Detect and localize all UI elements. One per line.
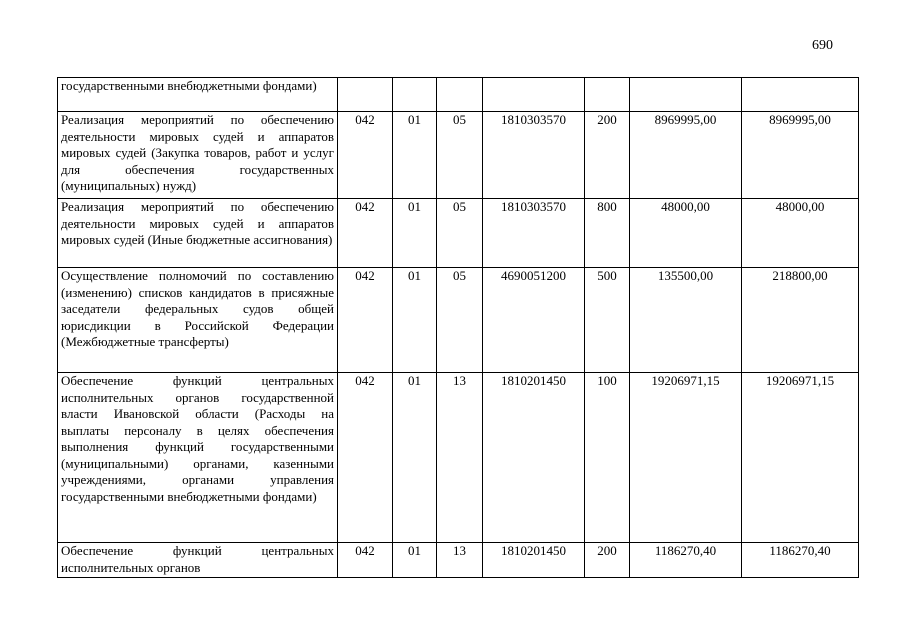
row-subsection: 13 — [437, 543, 483, 578]
row-amount-2: 19206971,15 — [742, 373, 859, 543]
row-amount-1: 1186270,40 — [630, 543, 742, 578]
table-row — [58, 112, 859, 199]
row-target — [483, 78, 585, 112]
row-code: 042 — [338, 268, 393, 373]
row-type: 500 — [585, 268, 630, 373]
row-amount-2: 1186270,40 — [742, 543, 859, 578]
table-row — [58, 268, 859, 373]
row-section: 01 — [393, 112, 437, 199]
row-type: 200 — [585, 543, 630, 578]
page-number: 690 — [812, 38, 833, 53]
row-code: 042 — [338, 373, 393, 543]
row-type: 100 — [585, 373, 630, 543]
row-amount-1: 19206971,15 — [630, 373, 742, 543]
table-row — [58, 199, 859, 268]
row-code: 042 — [338, 199, 393, 268]
table-row — [58, 78, 859, 112]
row-type: 200 — [585, 112, 630, 199]
row-code: 042 — [338, 112, 393, 199]
row-description: Реализация мероприятий по обеспечению деятельности мировых судей и аппаратов мировых судей (Иные бюджетные ассигнования) — [58, 199, 338, 268]
row-type: 800 — [585, 199, 630, 268]
row-amount-2 — [742, 78, 859, 112]
row-description: Осуществление полномочий по составлению (изменению) списков кандидатов в присяжные заседатели федеральных судов общей юрисдикции в Российской Федерации (Межбюджетные трансферты) — [58, 268, 338, 373]
row-subsection — [437, 78, 483, 112]
row-description: Обеспечение функций центральных исполнительных органов государственной власти Ивановской области (Расходы на выплаты персоналу в целях обеспечения выполнения функций государственными (муниципальными) органами, казенными учреждениями, органами управления государственными внебюджетными фондами) — [58, 373, 338, 543]
row-subsection: 05 — [437, 112, 483, 199]
row-type — [585, 78, 630, 112]
row-amount-2: 48000,00 — [742, 199, 859, 268]
row-description: Реализация мероприятий по обеспечению деятельности мировых судей и аппаратов мировых судей (Закупка товаров, работ и услуг для обеспечения государственных (муниципальных) нужд) — [58, 112, 338, 199]
row-description: государственными внебюджетными фондами) — [58, 78, 338, 112]
row-amount-1: 8969995,00 — [630, 112, 742, 199]
row-amount-2: 218800,00 — [742, 268, 859, 373]
table-row — [58, 373, 859, 543]
row-target: 1810303570 — [483, 199, 585, 268]
row-subsection: 05 — [437, 268, 483, 373]
table-row — [58, 543, 859, 578]
row-subsection: 05 — [437, 199, 483, 268]
row-amount-1: 135500,00 — [630, 268, 742, 373]
budget-table — [57, 77, 859, 578]
row-section — [393, 78, 437, 112]
row-target: 1810201450 — [483, 543, 585, 578]
row-code: 042 — [338, 543, 393, 578]
row-amount-2: 8969995,00 — [742, 112, 859, 199]
row-section: 01 — [393, 373, 437, 543]
row-section: 01 — [393, 268, 437, 373]
row-amount-1 — [630, 78, 742, 112]
row-target: 4690051200 — [483, 268, 585, 373]
row-description: Обеспечение функций центральных исполнительных органов — [58, 543, 338, 578]
row-target: 1810303570 — [483, 112, 585, 199]
row-section: 01 — [393, 199, 437, 268]
row-amount-1: 48000,00 — [630, 199, 742, 268]
row-target: 1810201450 — [483, 373, 585, 543]
row-section: 01 — [393, 543, 437, 578]
row-subsection: 13 — [437, 373, 483, 543]
row-code — [338, 78, 393, 112]
